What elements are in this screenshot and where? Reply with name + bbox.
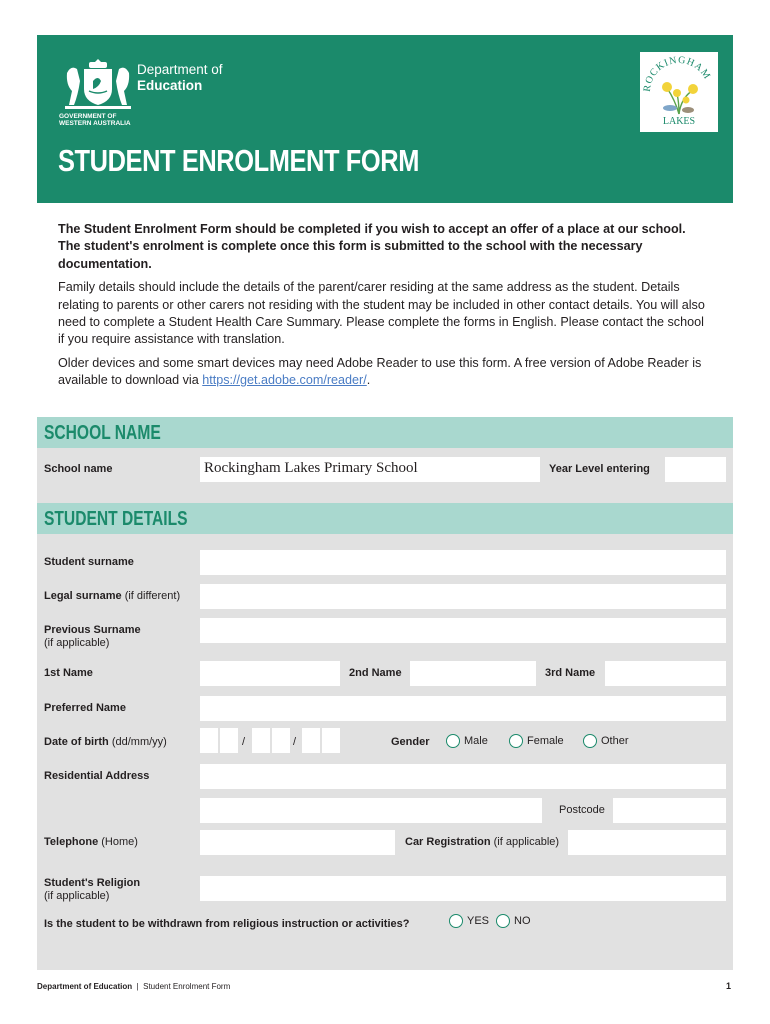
dob-month-digit-2[interactable]	[272, 728, 290, 753]
adobe-reader-link[interactable]: https://get.adobe.com/reader/	[202, 373, 367, 388]
page-number: 1	[726, 981, 732, 991]
previous-surname-input[interactable]	[200, 618, 726, 643]
radio-circle-icon	[446, 734, 460, 748]
student-details-heading: STUDENT DETAILS	[37, 503, 733, 534]
dob-day-digit-1[interactable]	[200, 728, 218, 753]
radio-circle-icon	[509, 734, 523, 748]
rockingham-lakes-logo-icon	[640, 52, 718, 132]
religion-label: Student's Religion (if applicable)	[44, 877, 141, 902]
first-name-input[interactable]	[200, 661, 340, 686]
radio-circle-icon	[496, 914, 510, 928]
previous-surname-label: Previous Surname (if applicable)	[44, 624, 141, 649]
car-registration-input[interactable]	[568, 830, 726, 855]
gender-male-radio[interactable]: Male	[446, 734, 488, 748]
car-registration-label: Car Registration (if applicable)	[405, 836, 560, 848]
radio-circle-icon	[583, 734, 597, 748]
school-name-panel	[37, 448, 733, 503]
address-line-1-input[interactable]	[200, 764, 726, 789]
dob-day-digit-2[interactable]	[220, 728, 238, 753]
withdraw-yes-radio[interactable]: YES	[449, 914, 489, 928]
address-line-2-input[interactable]	[200, 798, 542, 823]
telephone-label: Telephone (Home)	[44, 836, 138, 848]
dob-month-digit-1[interactable]	[252, 728, 270, 753]
postcode-label: Postcode	[559, 804, 605, 816]
residential-address-label: Residential Address	[44, 770, 150, 782]
student-details-panel	[37, 534, 733, 970]
gender-other-radio[interactable]: Other	[583, 734, 629, 748]
dob-separator: /	[242, 736, 246, 748]
year-level-input[interactable]	[665, 457, 726, 482]
intro-adobe-paragraph: Older devices and some smart devices may need Adobe Reader to use this form. A free version of Adobe Reader is available to download via https://get.adobe.com/reader/.	[58, 355, 702, 388]
wa-government-crest-icon	[59, 53, 137, 113]
dob-separator: /	[293, 736, 297, 748]
government-label: GOVERNMENT OF WESTERN AUSTRALIA	[59, 113, 131, 127]
religion-input[interactable]	[200, 876, 726, 901]
page-title: STUDENT ENROLMENT FORM	[58, 143, 419, 178]
year-level-label: Year Level entering	[549, 463, 650, 475]
radio-circle-icon	[449, 914, 463, 928]
dob-year-digit-1[interactable]	[302, 728, 320, 753]
school-name-heading: SCHOOL NAME	[37, 417, 733, 448]
legal-surname-label: Legal surname (if different)	[44, 590, 181, 602]
second-name-input[interactable]	[410, 661, 536, 686]
withdraw-question: Is the student to be withdrawn from religious instruction or activities?	[44, 918, 410, 930]
school-logo	[640, 52, 718, 132]
preferred-name-input[interactable]	[200, 696, 726, 721]
second-name-label: 2nd Name	[349, 667, 402, 679]
school-name-label: School name	[44, 463, 113, 475]
first-name-label: 1st Name	[44, 667, 93, 679]
footer-separator: |	[136, 982, 139, 991]
intro-text	[58, 221, 708, 396]
third-name-input[interactable]	[605, 661, 726, 686]
student-surname-input[interactable]	[200, 550, 726, 575]
gender-label: Gender	[391, 736, 430, 748]
postcode-input[interactable]	[613, 798, 726, 823]
footer	[37, 982, 230, 991]
department-name: Department of Education	[137, 62, 223, 93]
withdraw-no-radio[interactable]: NO	[496, 914, 531, 928]
student-surname-label: Student surname	[44, 556, 134, 568]
header-banner	[37, 35, 733, 203]
intro-family-paragraph: Family details should include the details of the parent/carer residing at the same address as the student. Details relating to parents or other carers not residing with the student may be included in other contact details. You will also need to complete a Student Health Care Summary. Please complete the forms in English. Please contact the school if you require assistance with translation.	[58, 280, 705, 347]
intro-bold-paragraph: The Student Enrolment Form should be completed if you wish to accept an offer of a place at our school. The student's enrolment is complete once this form is submitted to the school with the necessary documentation.	[58, 222, 686, 271]
legal-surname-input[interactable]	[200, 584, 726, 609]
third-name-label: 3rd Name	[545, 667, 596, 679]
footer-dept: Department of Education	[37, 982, 133, 991]
footer-doc-name: Student Enrolment Form	[143, 982, 231, 991]
school-name-input[interactable]: Rockingham Lakes Primary School	[200, 457, 540, 482]
preferred-name-label: Preferred Name	[44, 702, 126, 714]
svg-text:LAKES: LAKES	[662, 116, 696, 127]
telephone-input[interactable]	[200, 830, 395, 855]
svg-text:ROCKINGHAM: ROCKINGHAM	[641, 54, 713, 93]
gender-female-radio[interactable]: Female	[509, 734, 564, 748]
dob-label: Date of birth (dd/mm/yy)	[44, 736, 167, 748]
dob-year-digit-2[interactable]	[322, 728, 340, 753]
